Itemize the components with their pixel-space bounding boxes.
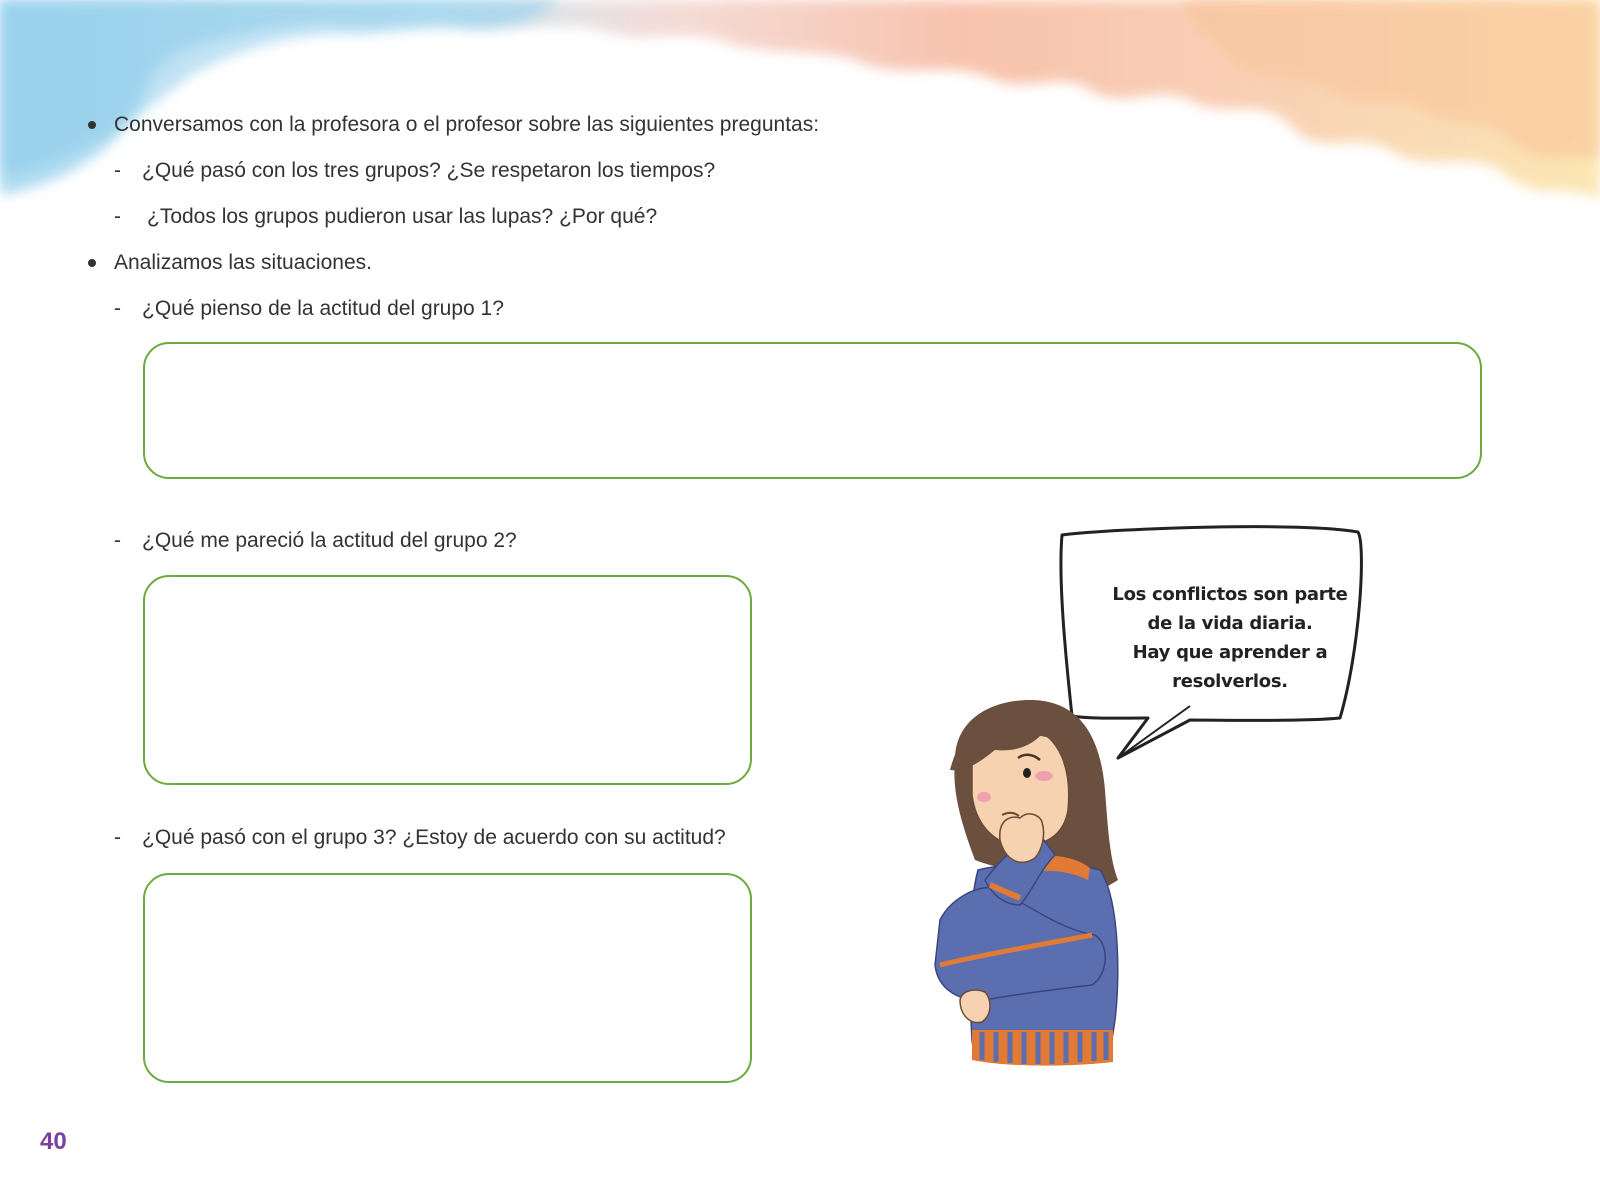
page-number: 40 bbox=[40, 1128, 67, 1155]
question-grupo-1: ¿Qué pienso de la actitud del grupo 1? bbox=[142, 297, 504, 320]
question-lupas: ¿Todos los grupos pudieron usar las lupas? ¿Por qué? bbox=[147, 205, 658, 228]
dash-marker: - bbox=[114, 297, 121, 320]
question-tres-grupos: ¿Qué pasó con los tres grupos? ¿Se respetaron los tiempos? bbox=[142, 159, 716, 182]
speech-line: Los conflictos son parte bbox=[1112, 584, 1348, 605]
speech-line: resolverlos. bbox=[1172, 671, 1288, 692]
instruction-conversamos: Conversamos con la profesora o el profesor sobre las siguientes preguntas: bbox=[114, 113, 820, 136]
question-grupo-3: ¿Qué pasó con el grupo 3? ¿Estoy de acuerdo con su actitud? bbox=[142, 826, 726, 849]
question-grupo-2: ¿Qué me pareció la actitud del grupo 2? bbox=[142, 529, 517, 552]
dash-marker: - bbox=[114, 826, 121, 849]
instruction-analizamos: Analizamos las situaciones. bbox=[114, 251, 372, 274]
dash-marker: - bbox=[114, 529, 121, 552]
speech-line: Hay que aprender a bbox=[1132, 642, 1328, 663]
dash-marker: - bbox=[114, 159, 121, 182]
dash-marker: - bbox=[114, 205, 121, 228]
speech-line: de la vida diaria. bbox=[1147, 613, 1313, 634]
speech-bubble-text bbox=[1100, 580, 1360, 696]
